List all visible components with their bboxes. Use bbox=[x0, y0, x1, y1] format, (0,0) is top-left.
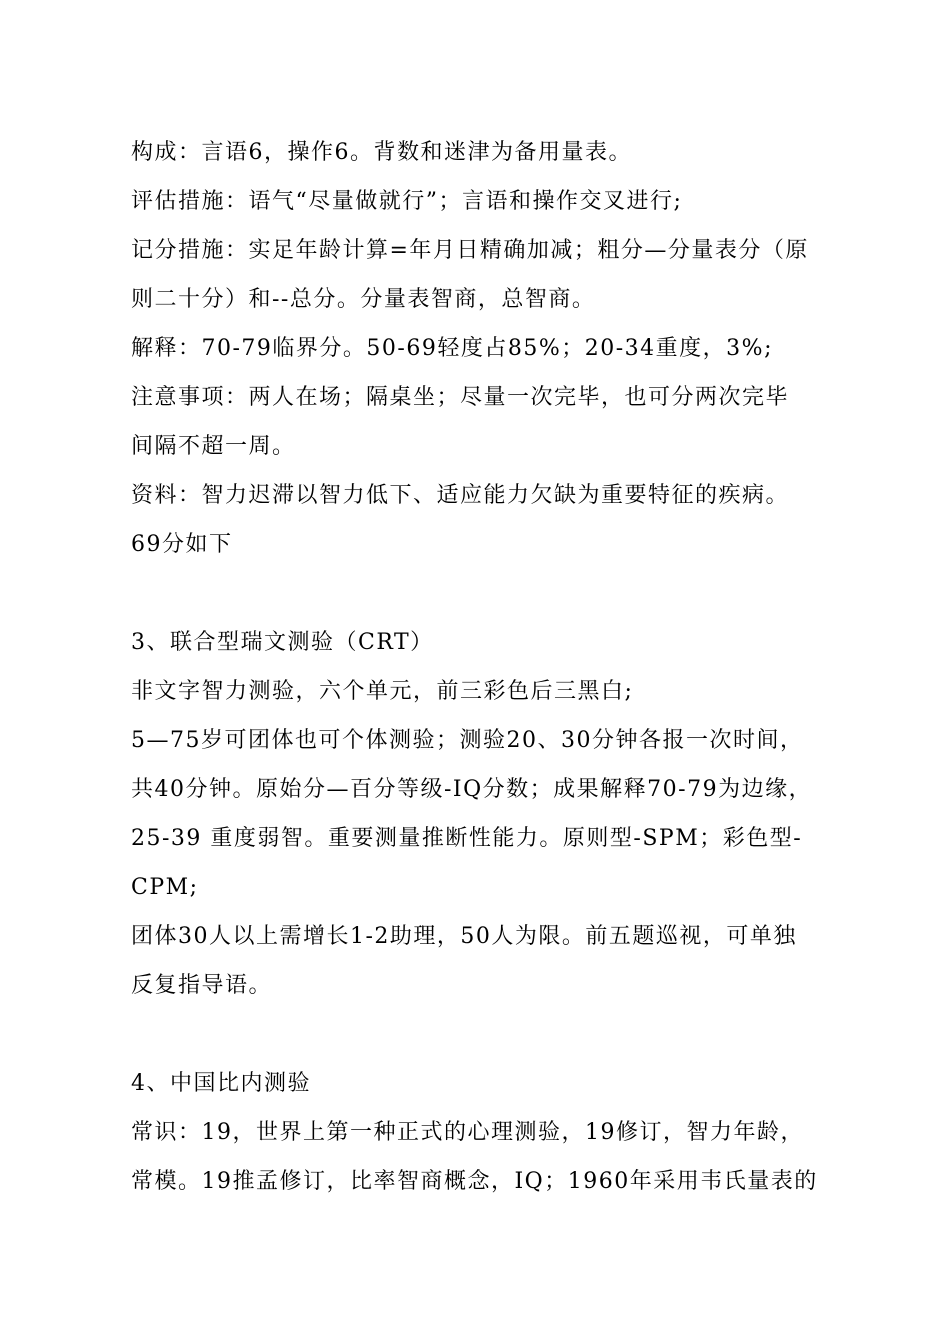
text-line: 记分措施：实足年龄计算=年月日精确加减；粗分—分量表分（原 bbox=[131, 238, 809, 263]
text-line: 69分如下 bbox=[131, 532, 233, 557]
text-line: 资料：智力迟滞以智力低下、适应能力欠缺为重要特征的疾病。 bbox=[131, 483, 790, 508]
blank-line bbox=[131, 1010, 836, 1059]
text-line: 非文字智力测验，六个单元，前三彩色后三黑白; bbox=[131, 679, 634, 704]
text-line: 注意事项：两人在场；隔桌坐；尽量一次完毕，也可分两次完毕 bbox=[131, 385, 790, 410]
text-line: 反复指导语。 bbox=[131, 973, 273, 998]
text-line: 构成：言语6，操作6。背数和迷津为备用量表。 bbox=[131, 140, 632, 165]
text-line: 间隔不超一周。 bbox=[131, 434, 296, 459]
text-line: 常模。19推孟修订，比率智商概念，IQ；1960年采用韦氏量表的 bbox=[131, 1169, 818, 1194]
section-heading: 4、中国比内测验 bbox=[131, 1071, 311, 1096]
document-body bbox=[131, 128, 836, 1206]
text-line: 共40分钟。原始分—百分等级-IQ分数；成果解释70-79为边缘， bbox=[131, 777, 813, 802]
text-line: 25-39 重度弱智。重要测量推断性能力。原则型-SPM；彩色型- bbox=[131, 826, 803, 851]
text-line: CPM; bbox=[131, 875, 199, 900]
text-line: 解释：70-79临界分。50-69轻度占85%；20-34重度，3%; bbox=[131, 336, 773, 361]
text-line: 5—75岁可团体也可个体测验；测验20、30分钟各报一次时间， bbox=[131, 728, 804, 753]
blank-line bbox=[131, 569, 836, 618]
text-line: 则二十分）和--总分。分量表智商，总智商。 bbox=[131, 287, 596, 312]
text-line: 团体30人以上需增长1-2助理，50人为限。前五题巡视，可单独 bbox=[131, 924, 797, 949]
text-line: 常识：19，世界上第一种正式的心理测验，19修订，智力年龄， bbox=[131, 1120, 804, 1145]
text-line: 评估措施：语气“尽量做就行”；言语和操作交叉进行; bbox=[131, 189, 683, 214]
section-heading: 3、联合型瑞文测验（CRT） bbox=[131, 630, 434, 655]
